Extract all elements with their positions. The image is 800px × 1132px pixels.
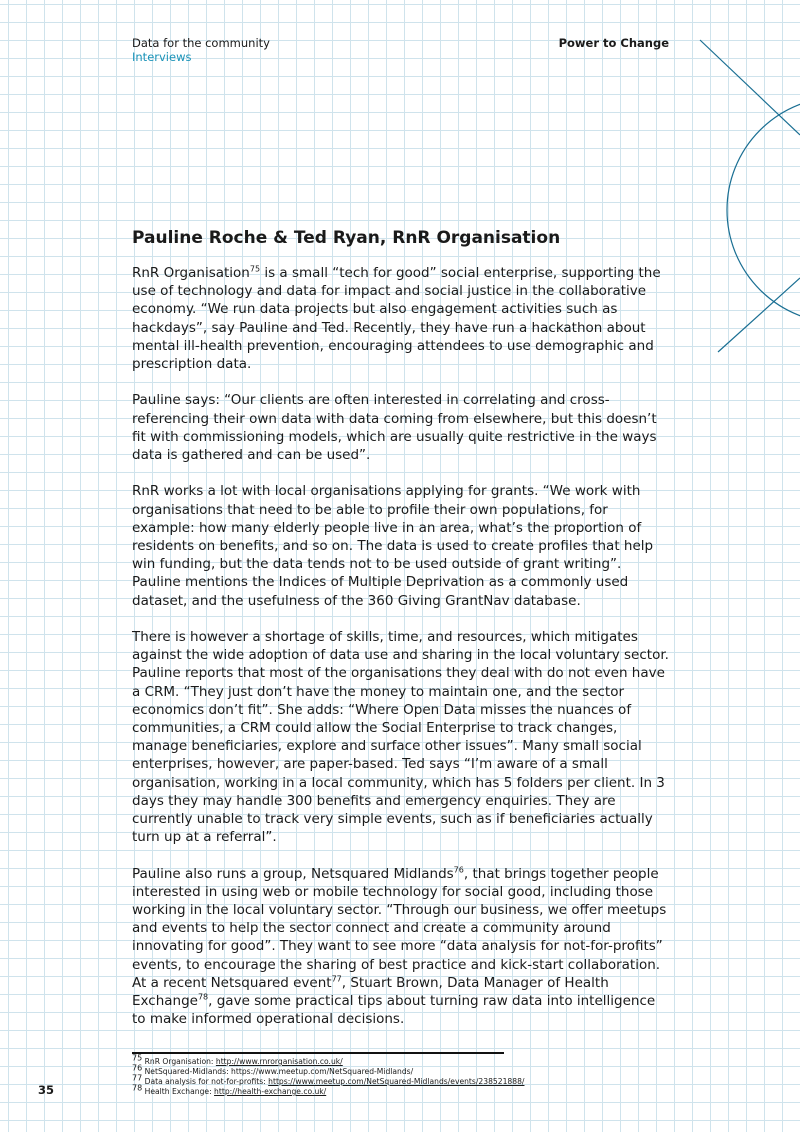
footnote-item: $^{78}$ Health Exchange: http://health-exchange.co.uk/: [132, 1083, 327, 1096]
decorative-arc: [727, 97, 800, 323]
page-number: 35: [38, 1083, 55, 1097]
running-header: [132, 36, 270, 64]
paragraph-4: There is however a shortage of skills, time, and resources, which mitigates against the wide adoption of data use and sharing in the local voluntary sector. Pauline reports that most of the organisations they deal with do not even have a CRM. “They just don’t have the money to maintain one, and the sector economics don’t fit”. She adds: “Where Open Data misses the nuances of communities, a CRM could allow the Social Enterprise to track changes, manage beneficiaries, explore and surface other issues”. Many small social enterprises, however, are paper-based. Ted says “I’m aware of a small organisation, working in a local community, which has 5 folders per client. In 3 days they may handle 300 benefits and emergency enquiries. They are currently unable to track very simple events, such as if beneficiaries actually turn up at a referral”.: [132, 629, 669, 846]
diagonal-line-top: [700, 40, 800, 135]
footnote-item: $^{77}$ Data analysis for not-for-profits: https://www.meetup.com/NetSquared-Midlands/events/238521888/: [132, 1073, 525, 1086]
paragraph-2: Pauline says: “Our clients are often interested in correlating and cross-referencing their own data with data coming from elsewhere, but this doesn’t fit with commissioning models, which are usually quite restrictive in the ways data is gathered and can be used”.: [132, 392, 657, 464]
article-body: [132, 264, 672, 1047]
footnote-ref-75[interactable]: 75: [249, 264, 261, 274]
article-title: Pauline Roche & Ted Ryan, RnR Organisation: [132, 228, 561, 248]
footnote-link[interactable]: https://www.meetup.com/NetSquared-Midlands/: [231, 1067, 414, 1076]
paragraph-3: RnR works a lot with local organisations applying for grants. “We work with organisations that need to be able to profile their own populations, for example: how many elderly people live in an area, what’s the proportion of residents on benefits, and so on. The data is used to create profiles that help win funding, but the data tends not to be used outside of grant writing”. Pauline mentions the Indices of Multiple Deprivation as a commonly used dataset, and the usefulness of the 360 Giving GrantNav database.: [132, 483, 654, 609]
series-title: Data for the community: [132, 36, 270, 50]
footnote-link[interactable]: http://health-exchange.co.uk/: [214, 1087, 327, 1096]
footnote-ref-76[interactable]: 76: [453, 865, 464, 875]
section-title: Interviews: [132, 50, 192, 64]
paragraph-1: RnR Organisation$^{75}$ is a small “tech for good” social enterprise, supporting the use of technology and data for impact and social justice in the collaborative economy. “We run data projects but also engagement activities such as hackdays”, say Pauline and Ted. Recently, they have run a hackathon about mental ill-health prevention, encouraging attendees to use demographic and prescription data.: [132, 264, 661, 373]
footnote-ref-78[interactable]: 78: [197, 992, 209, 1002]
footnote-ref-77[interactable]: 77: [331, 974, 342, 984]
brand-name: Power to Change: [558, 36, 669, 50]
paragraph-5: Pauline also runs a group, Netsquared Midlands$^{76}$, that brings together people interested in using web or mobile technology for social good, including those working in the local voluntary sector. “Through our business, we offer meetups and events to help the sector connect and create a community around innovating for good”. They want to see more “data analysis for not-for-profits” events, to encourage the sharing of best practice and kick-start collaboration. At a recent Netsquared event$^{77}$, Stuart Brown, Data Manager of Health Exchange$^{78}$, gave some practical tips about turning raw data into intelligence to make informed operational decisions.: [132, 865, 667, 1028]
footnote-link[interactable]: https://www.meetup.com/NetSquared-Midlands/events/238521888/: [268, 1077, 525, 1086]
footnote-item: $^{75}$ RnR Organisation: http://www.rnrorganisation.co.uk/: [132, 1053, 343, 1066]
footnotes: [132, 1053, 525, 1097]
footnote-link[interactable]: http://www.rnrorganisation.co.uk/: [215, 1057, 343, 1066]
footnote-divider: [132, 1052, 504, 1054]
footnote-item: $^{76}$ NetSquared-Midlands: https://www.meetup.com/NetSquared-Midlands/: [132, 1063, 414, 1076]
